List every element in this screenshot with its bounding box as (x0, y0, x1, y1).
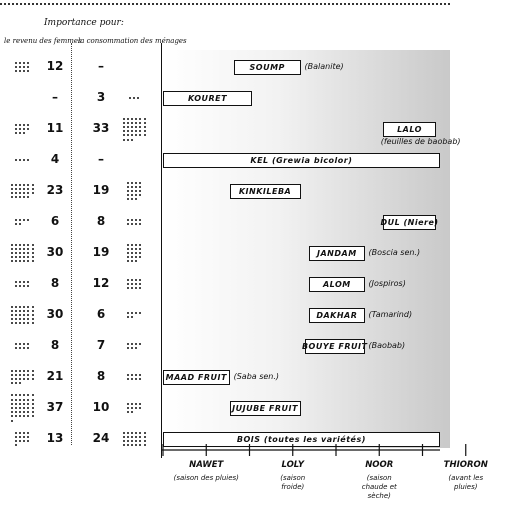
species-note: (Balanite) (304, 62, 344, 71)
season-bar: KEL (Grewia bicolor) (163, 153, 440, 168)
women-value: 8 (50, 338, 60, 352)
household-value: 8 (96, 214, 106, 228)
species-note: (Saba sen.) (233, 372, 280, 381)
season-bar: JANDAM (309, 246, 364, 261)
household-value: 33 (92, 121, 110, 135)
household-value: 12 (92, 276, 110, 290)
species-note: (feuilles de baobab) (380, 137, 461, 146)
women-value: 30 (46, 245, 64, 259)
season-bar: BOIS (toutes les variétés) (163, 432, 440, 447)
women-value: – (52, 90, 58, 104)
species-note: (Tamarind) (368, 310, 413, 319)
household-value: 24 (92, 431, 110, 445)
women-value: 21 (46, 369, 64, 383)
season-bar: KINKILEBA (230, 184, 301, 199)
women-value: 30 (46, 307, 64, 321)
household-value: 19 (92, 183, 110, 197)
column-header-household: la consommation des ménages (78, 37, 187, 45)
women-value: 37 (46, 400, 64, 414)
season-sublabel: (saison froide) (280, 474, 306, 491)
household-value: 8 (96, 369, 106, 383)
season-bar: DUL (Niere) (383, 215, 437, 230)
header-title: Importance pour: (44, 18, 124, 28)
season-label: NAWET (189, 460, 224, 470)
women-value: 6 (50, 214, 60, 228)
women-value: 13 (46, 431, 64, 445)
season-bar: DAKHAR (309, 308, 364, 323)
season-bar: KOURET (163, 91, 252, 106)
household-value: – (98, 59, 104, 73)
season-bar: SOUMP (234, 60, 301, 75)
column-header-women: le revenu des femmes (4, 37, 82, 45)
women-value: 23 (46, 183, 64, 197)
women-value: 8 (50, 276, 60, 290)
season-sublabel: (saison des pluies) (173, 474, 239, 482)
women-value: 12 (46, 59, 64, 73)
season-bar: JUJUBE FRUIT (230, 401, 301, 416)
household-value: 10 (92, 400, 110, 414)
season-sublabel: (avant les pluies) (448, 474, 484, 491)
women-value: 4 (50, 152, 60, 166)
season-label: THIORON (443, 460, 488, 470)
household-value: 6 (96, 307, 106, 321)
season-bar: MAAD FRUIT (163, 370, 230, 385)
season-label: LOLY (281, 460, 305, 470)
season-bar: ALOM (309, 277, 364, 292)
season-bar: LALO (383, 122, 437, 137)
season-label: NOOR (365, 460, 394, 470)
species-note: (Baobab) (368, 341, 406, 350)
household-value: 3 (96, 90, 106, 104)
season-sublabel: (saison chaude et sèche) (361, 474, 397, 500)
women-value: 11 (46, 121, 64, 135)
household-value: 19 (92, 245, 110, 259)
household-value: 7 (96, 338, 106, 352)
household-value: – (98, 152, 104, 166)
species-note: (Boscia sen.) (368, 248, 421, 257)
season-bar: BOUYE FRUIT (305, 339, 365, 354)
species-note: (Jospiros) (368, 279, 406, 288)
